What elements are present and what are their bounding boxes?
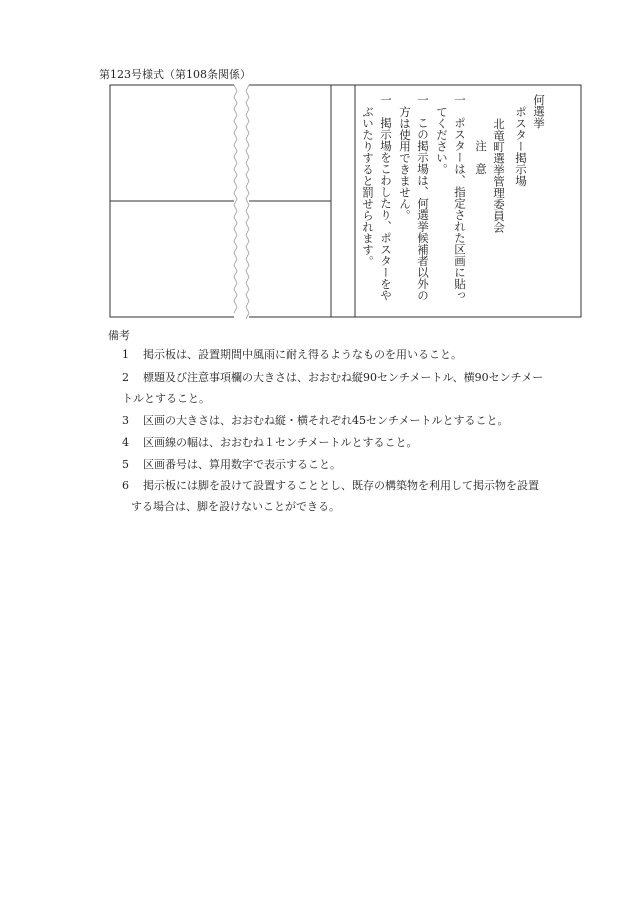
form-title: 第123号様式（第108条関係） [99,68,251,81]
remark-text: 掲示板は、設置期間中風雨に耐え得るようなものを用いること。 [143,348,462,361]
remark-text: 掲示板には脚を設けて設置することとし、既存の構築物を利用して掲示物を設置 [143,479,539,492]
notice-line-3a: 一 掲示場をこわしたり、ポスターをや [379,94,393,301]
remark-text: 区画の大きさは、おおむね縦・横それぞれ45センチメートルとすること。 [143,414,509,427]
remark-number: 5 [122,458,129,471]
remark-item [122,432,582,454]
notice-line-2a: 一 この掲示場は、何選挙候補者以外の [416,94,430,301]
notice-line-2b: 方は使用できません。 [398,106,412,221]
remark-number: 6 [122,479,129,492]
notice-line-3b: ぶいたりすると罰せられます。 [361,106,375,267]
notice-heading: 注 意 [474,140,488,175]
remark-item [122,367,582,389]
election-name: 何選挙 [532,94,546,129]
break-line-right [246,85,249,319]
remark-item [122,410,582,432]
remark-continuation [131,496,591,518]
notice-line-1a: 一 ポスターは、指定された区画に貼っ [453,94,467,301]
poster-board-diagram [0,0,630,330]
remark-number: 3 [122,414,129,427]
remark-continuation [122,388,582,410]
committee-name: 北竜町選挙管理委員会 [492,118,506,233]
remark-text: 標題及び注意事項欄の大きさは、おおむね縦90センチメートル、横90センチメー [143,371,544,384]
remarks-heading: 備考 [108,329,130,342]
remark-item [122,475,582,497]
break-line-left [234,85,237,313]
remark-text-continued: する場合は、脚を設けないことができる。 [131,500,340,513]
notice-line-1b: てください。 [435,106,449,175]
remark-text: 区画番号は、算用数字で表示すること。 [143,458,341,471]
remark-item [122,454,582,476]
remark-item [122,344,582,366]
board-title: ポスター掲示場 [514,106,528,187]
remark-number: 4 [122,436,129,449]
remark-text-continued: トルとすること。 [122,392,210,405]
remark-text: 区画線の幅は、おおむね１センチメートルとすること。 [143,436,418,449]
remark-number: 1 [122,348,129,361]
remark-number: 2 [122,371,129,384]
